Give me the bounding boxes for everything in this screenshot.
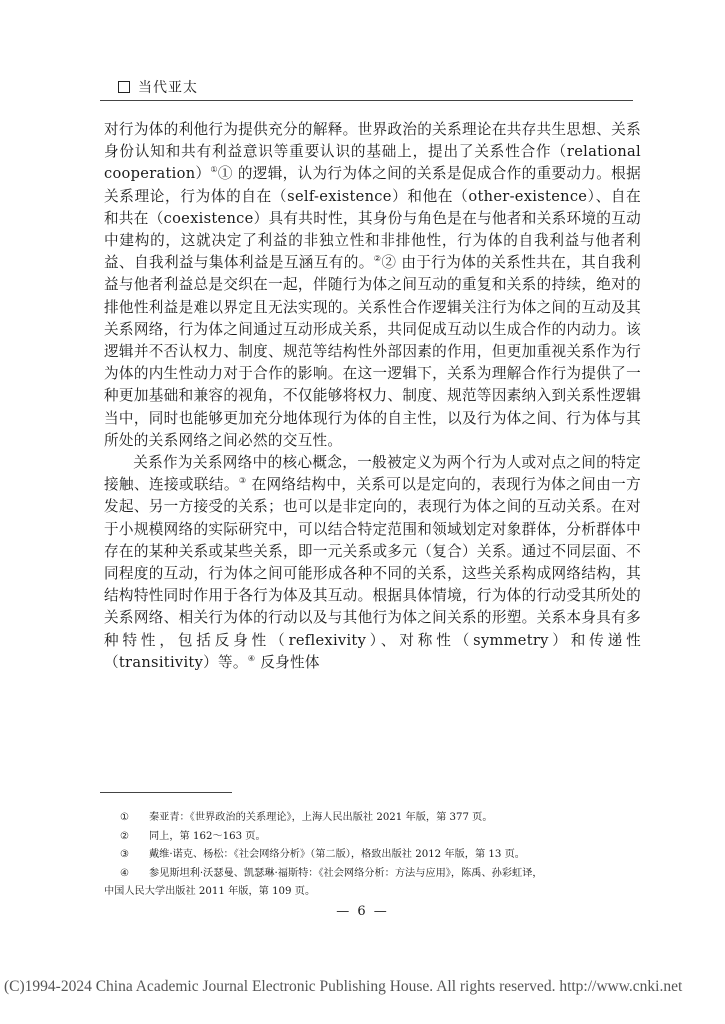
footnote-ref-2[interactable]: ② [373,254,382,264]
footnote-ref-4[interactable]: ④ [247,654,256,664]
footnotes [104,809,638,902]
paragraph-2: 关系作为关系网络中的核心概念，一般被定义为两个行为人或对点之间的特定接触、连接或联结。③ 在网络结构中，关系可以是定向的，表现行为体之间由一方发起、另一方接受的关系；也可以是非定向的，表现行为体之间的互动关系。在对于小规模网络的实际研究中，可以结合特定范围和领域划定对象群体，分析群体中存在的某种关系或某些关系，即一元关系或多元（复合）关系。通过不同层面、不同程度的互动，行为体之间可能形成各种不同的关系，这些关系构成网络结构，其结构特性同时作用于各行为体及其互动。根据具体情境，行为体的行动受其所处的关系网络、相关行为体的行动以及与其他行为体之间关系的形塑。关系本身具有多种特性，包括反身性（reflexivity）、对称性（symmetry）和传递性（transitivity）等。④ 反身性体 [104,454,642,671]
footnote-number: ④ [120,867,130,879]
header-box-icon [118,81,130,93]
paragraph-1: 对行为体的利他行为提供充分的解释。世界政治的关系理论在共存共生思想、关系身份认知和共有利益意识等重要认识的基础上，提出了关系性合作（relational cooperation）①① 的逻辑，认为行为体之间的关系是促成合作的重要动力。根据关系理论，行为体的自在（self-existence）和他在（other-existence）、自在和共在（coexistence）具有共时性，其身份与角色是在与他者和关系环境的互动中建构的，这就决定了利益的非独立性和非排他性，行为体的自我利益与他者利益、自我利益与集体利益是互涵互有的。②② 由于行为体的关系性共在，其自我利益与他者利益总是交织在一起，伴随行为体之间互动的重复和关系的持续，绝对的排他性利益是难以界定且无法实现的。关系性合作逻辑关注行为体之间的互动及其关系网络，行为体之间通过互动形成关系，共同促成互动以生成合作的内动力。该逻辑并不否认权力、制度、规范等结构性外部因素的作用，但更加重视关系作为行为体的内生性动力对于合作的影响。在这一逻辑下，关系为理解合作行为提供了一种更加基础和兼容的视角，不仅能够将权力、制度、规范等因素纳入到关系性逻辑当中，同时也能够更加充分地体现行为体的自主性，以及行为体之间、行为体与其所处的关系网络之间必然的交互性。 [104,121,642,449]
running-header [118,77,198,97]
footnote-text: 秦亚青：《世界政治的关系理论》，上海人民出版社 2021 年版，第 377 页。 [149,812,493,823]
footnote-ref-3[interactable]: ③ [238,476,247,486]
footnote-number: ② [120,830,130,842]
footnote-ref-1[interactable]: ① [210,165,218,175]
main-text [104,119,641,674]
footnote-text: 戴维·诺克、杨松：《社会网络分析》（第二版），格致出版社 2012 年版，第 13 页。 [149,849,525,861]
page-number: — 6 — [336,904,389,919]
footnote-number: ③ [120,849,130,861]
header-divider [100,100,633,101]
footnote-divider [100,792,232,793]
footnote-number: ① [120,812,130,823]
footnote-1 [104,809,638,828]
footnote-text: 参见斯坦利·沃瑟曼、凯瑟琳·福斯特：《社会网络分析：方法与应用》，陈禹、孙彩虹译， [149,867,543,879]
footnote-4-continued: 中国人民大学出版社 2011 年版，第 109 页。 [104,886,316,898]
journal-title: 当代亚太 [138,80,198,96]
footnote-4 [104,865,638,884]
footnote-text: 同上，第 162～163 页。 [149,830,266,842]
copyright-notice: (C)1994-2024 China Academic Journal Electronic Publishing House. All rights reserved. http://www.cnki.net [4,978,683,995]
footnote-3 [104,846,638,865]
footnote-2 [104,828,638,847]
